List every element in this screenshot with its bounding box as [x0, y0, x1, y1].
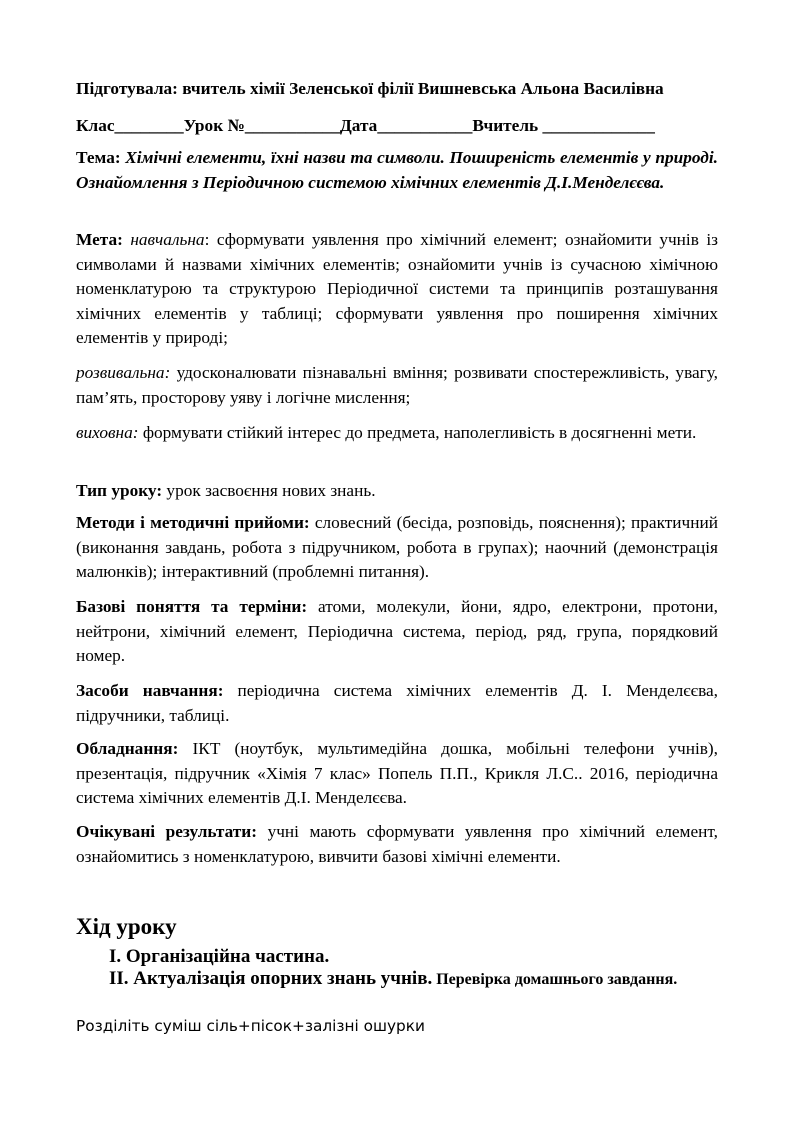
- concepts-text: атоми, молекули, йони, ядро, електрони, протони, нейтрони, хімічний елемент, Періодична система, період, ряд, група, порядковий номер.: [76, 597, 718, 666]
- lesson-type-text: урок засвоєння нових знань.: [162, 481, 376, 500]
- teacher-blank: _____________: [542, 116, 655, 135]
- equipment-paragraph: [76, 737, 718, 811]
- concepts-paragraph: [76, 595, 718, 669]
- methods-paragraph: [76, 511, 718, 585]
- topic-paragraph: [76, 146, 718, 195]
- goal-educational-label: навчальна: [130, 230, 205, 249]
- teacher-label: Вчитель: [472, 116, 539, 135]
- class-label: Клас: [76, 116, 115, 135]
- stage-2-heading: [76, 968, 677, 991]
- goal-educational-paragraph: [76, 228, 718, 351]
- methods-label: Методи і методичні прийоми:: [76, 513, 310, 532]
- topic-text: Хімічні елементи, їхні назви та символи. Поширеність елементів у природі. Ознайомлення з Періодичною системою хімічних елементів Д.І.Менделєєва.: [76, 148, 718, 192]
- tools-text: періодична система хімічних елементів Д. І. Менделєєва, підручники, таблиці.: [76, 681, 718, 725]
- lesson-meta-line: [76, 114, 726, 139]
- date-blank: ___________: [377, 116, 473, 135]
- stage-2-sub: Перевірка домашнього завдання.: [432, 971, 678, 988]
- concepts-label: Базові поняття та терміни:: [76, 597, 308, 616]
- topic-label: Тема:: [76, 148, 121, 167]
- stage-2-main: ІІ. Актуалізація опорних знань учнів.: [109, 968, 433, 989]
- lesson-type-paragraph: [76, 479, 376, 504]
- equipment-text: ІКТ (ноутбук, мультимедійна дошка, мобільні телефони учнів), презентація, підручник «Хімія 7 клас» Попель П.П., Крикля Л.С.. 2016, періодична система хімічних елементів Д.І. Менделєєва.: [76, 739, 718, 808]
- goal-upbringing-label: виховна:: [76, 423, 139, 442]
- stage-1-heading: І. Організаційна частина.: [109, 946, 330, 967]
- goal-label: Мета:: [76, 230, 123, 249]
- goal-developing-label: розвивальна:: [76, 363, 171, 382]
- prepared-by: Підготувала: вчитель хімії Зеленської філії Вишневська Альона Василівна: [76, 79, 664, 98]
- goal-upbringing-paragraph: [76, 421, 696, 446]
- goal-developing-paragraph: [76, 361, 718, 410]
- date-label: Дата: [339, 116, 378, 135]
- results-paragraph: [76, 820, 718, 869]
- tools-label: Засоби навчання:: [76, 681, 224, 700]
- equipment-label: Обладнання:: [76, 739, 179, 758]
- goal-educational-text: : сформувати уявлення про хімічний елемент; ознайомити учнів із символами й назвами хімічних елементів; ознайомити учнів із сучасною хімічною номенклатурою та структурою Періодичної системи та принципів розташування хімічних елементів у таблиці; сформувати уявлення про поширення хімічних елементів у природі;: [76, 230, 718, 348]
- lesson-number-label: Урок №: [183, 116, 245, 135]
- lesson-flow-heading: Хід уроку: [76, 914, 177, 939]
- goal-upbringing-text: формувати стійкий інтерес до предмета, наполегливість в досягненні мети.: [138, 423, 697, 442]
- lesson-number-blank: ___________: [244, 116, 340, 135]
- methods-text: словесний (бесіда, розповідь, пояснення); практичний (виконання завдань, робота з підручником, робота в групах); наочний (демонстрація малюнків); інтерактивний (проблемні питання).: [76, 513, 718, 582]
- goal-developing-text: удосконалювати пізнавальні вміння; розвивати спостережливість, увагу, пам’ять, просторову уяву і логічне мислення;: [76, 363, 718, 407]
- lesson-type-label: Тип уроку:: [76, 481, 163, 500]
- tools-paragraph: [76, 679, 718, 728]
- results-label: Очікувані результати:: [76, 822, 257, 841]
- class-blank: ________: [114, 116, 184, 135]
- homework-task: Розділіть суміш сіль+пісок+залізні ошурки: [76, 1017, 425, 1035]
- results-text: учні мають сформувати уявлення про хімічний елемент, ознайомитись з номенклатурою, вивчити базові хімічні елементи.: [76, 822, 718, 866]
